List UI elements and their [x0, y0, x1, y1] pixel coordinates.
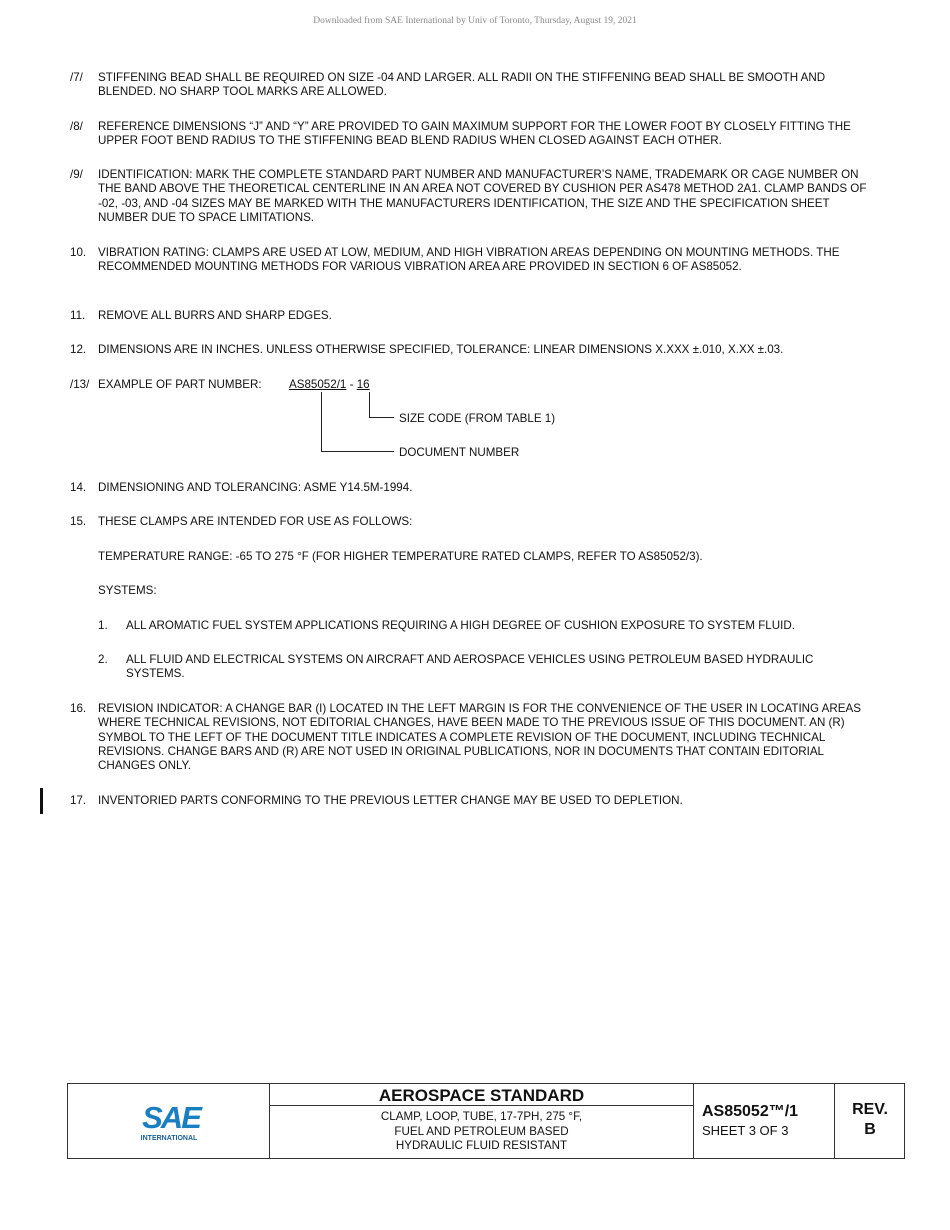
- note-number: 14.: [70, 481, 87, 494]
- note-text: STIFFENING BEAD SHALL BE REQUIRED ON SIZE -04 AND LARGER. ALL RADII ON THE STIFFENING BEAD SHALL BE SMOOTH AND BLENDED. NO SHARP TOOL MARKS ARE ALLOWED.: [98, 71, 826, 99]
- note-number: /8/: [70, 120, 83, 133]
- note-number: 11.: [70, 309, 86, 322]
- part-size-code: 16: [356, 378, 370, 391]
- document-number-label: DOCUMENT NUMBER: [399, 446, 520, 459]
- note-number: /7/: [70, 71, 83, 84]
- note-number: 12.: [70, 343, 87, 356]
- change-bar: [40, 788, 43, 814]
- note-11: [70, 309, 870, 323]
- note-15: [70, 515, 870, 529]
- note-16: [70, 702, 870, 773]
- document-number-cell: [694, 1084, 835, 1158]
- system-text: ALL AROMATIC FUEL SYSTEM APPLICATIONS REQUIRING A HIGH DEGREE OF CUSHION EXPOSURE TO SYSTEM FLUID.: [126, 619, 795, 632]
- note-number: 16.: [70, 702, 87, 715]
- system-item-1: [98, 619, 868, 633]
- revision: [835, 1100, 905, 1140]
- size-leader-horizontal: [369, 417, 394, 418]
- note-text: REVISION INDICATOR: A CHANGE BAR (I) LOCATED IN THE LEFT MARGIN IS FOR THE CONVENIENCE OF THE USER IN LOCATING AREAS WHERE TECHNICAL REVISIONS, NOT EDITORIAL CHANGES, HAVE BEEN MADE TO THE PREVIOUS ISSUE OF THIS DOCUMENT. AN (R) SYMBOL TO THE LEFT OF THE DOCUMENT TITLE INDICATES A COMPLETE REVISION OF THE DOCUMENT, INCLUDING TECHNICAL REVISIONS. CHANGE BARS AND (R) ARE NOT USED IN ORIGINAL PUBLICATIONS, NOR IN DOCUMENTS THAT CONTAIN EDITORIAL CHANGES ONLY.: [98, 702, 861, 773]
- logo-subtext: INTERNATIONAL: [140, 1135, 198, 1142]
- system-number: 2.: [98, 653, 108, 666]
- note-text: DIMENSIONS ARE IN INCHES. UNLESS OTHERWISE SPECIFIED, TOLERANCE: LINEAR DIMENSIONS X.XXX ±.010, X.XX ±.03.: [98, 343, 784, 356]
- document-number: AS85052™/1: [702, 1103, 799, 1120]
- document-title: [270, 1110, 693, 1154]
- revision-label: REV.: [852, 1101, 888, 1118]
- note-number: /13/: [70, 378, 90, 391]
- logo-cell: [68, 1084, 270, 1158]
- doc-leader-vertical: [321, 392, 322, 452]
- note-text: EXAMPLE OF PART NUMBER:: [98, 378, 262, 391]
- note-number: /9/: [70, 168, 83, 181]
- note-text: REMOVE ALL BURRS AND SHARP EDGES.: [98, 309, 332, 322]
- systems-label: SYSTEMS:: [98, 584, 157, 597]
- title-line-1: CLAMP, LOOP, TUBE, 17-7PH, 275 °F,: [380, 1110, 583, 1123]
- revision-cell: [835, 1084, 905, 1158]
- size-code-label: SIZE CODE (FROM TABLE 1): [399, 412, 556, 425]
- note-17: [70, 794, 870, 808]
- note-text: THESE CLAMPS ARE INTENDED FOR USE AS FOLLOWS:: [98, 515, 413, 528]
- note-text: VIBRATION RATING: CLAMPS ARE USED AT LOW, MEDIUM, AND HIGH VIBRATION AREAS DEPENDING ON MOUNTING METHODS. THE RECOMMENDED MOUNTING METHODS FOR VARIOUS VIBRATION AREA ARE PROVIDED IN SECTION 6 OF AS85052.: [98, 246, 840, 274]
- standard-heading: AEROSPACE STANDARD: [270, 1084, 693, 1106]
- download-watermark: Downloaded from SAE International by Univ of Toronto, Thursday, August 19, 2021: [313, 16, 637, 26]
- note-14: [70, 481, 870, 495]
- note-text: IDENTIFICATION: MARK THE COMPLETE STANDARD PART NUMBER AND MANUFACTURER’S NAME, TRADEMARK OR CAGE NUMBER ON THE BAND ABOVE THE THEORETICAL CENTERLINE IN AN AREA NOT COVERED BY CUSHION PER AS478 METHOD 2A1. CLAMP BANDS OF -02, -03, AND -04 SIZES MAY BE MARKED WITH THE MANUFACTURERS IDENTIFICATION, THE SIZE AND THE SPECIFICATION SHEET NUMBER DUE TO SPACE LIMITATIONS.: [98, 168, 867, 224]
- size-leader-vertical: [369, 392, 370, 418]
- doc-leader-horizontal: [321, 451, 394, 452]
- temperature-range: TEMPERATURE RANGE: -65 TO 275 °F (FOR HIGHER TEMPERATURE RATED CLAMPS, REFER TO AS85052/3).: [98, 550, 703, 563]
- revision-value: B: [864, 1121, 876, 1138]
- note-9: [70, 168, 870, 225]
- part-separator: -: [349, 378, 354, 391]
- note-number: 17.: [70, 794, 87, 807]
- title-cell: [270, 1084, 694, 1158]
- note-13: [70, 378, 870, 392]
- title-line-3: HYDRAULIC FLUID RESISTANT: [395, 1139, 568, 1152]
- note-text: REFERENCE DIMENSIONS “J” AND “Y” ARE PROVIDED TO GAIN MAXIMUM SUPPORT FOR THE LOWER FOOT BY CLOSELY FITTING THE UPPER FOOT BEND RADIUS TO THE STIFFENING BEAD BLEND RADIUS WHEN CLOSED AGAINST EACH OTHER.: [98, 120, 851, 148]
- note-text: INVENTORIED PARTS CONFORMING TO THE PREVIOUS LETTER CHANGE MAY BE USED TO DEPLETION.: [98, 794, 683, 807]
- note-10: [70, 246, 870, 275]
- system-item-2: [98, 653, 868, 682]
- system-number: 1.: [98, 619, 108, 632]
- note-number: 10.: [70, 246, 87, 259]
- system-text: ALL FLUID AND ELECTRICAL SYSTEMS ON AIRCRAFT AND AEROSPACE VEHICLES USING PETROLEUM BASED HYDRAULIC SYSTEMS.: [126, 653, 814, 681]
- sae-logo-icon: [136, 1098, 206, 1144]
- title-line-2: FUEL AND PETROLEUM BASED: [394, 1124, 569, 1138]
- title-block: [67, 1083, 905, 1159]
- note-text: DIMENSIONING AND TOLERANCING: ASME Y14.5M-1994.: [98, 481, 413, 494]
- note-7: [70, 71, 870, 100]
- note-8: [70, 120, 870, 149]
- sheet-number: SHEET 3 OF 3: [702, 1123, 789, 1138]
- logo-text: SAE: [142, 1100, 200, 1135]
- note-12: [70, 343, 870, 357]
- part-number-example: [289, 378, 370, 392]
- note-number: 15.: [70, 515, 87, 528]
- part-doc-number: AS85052/1: [289, 378, 347, 391]
